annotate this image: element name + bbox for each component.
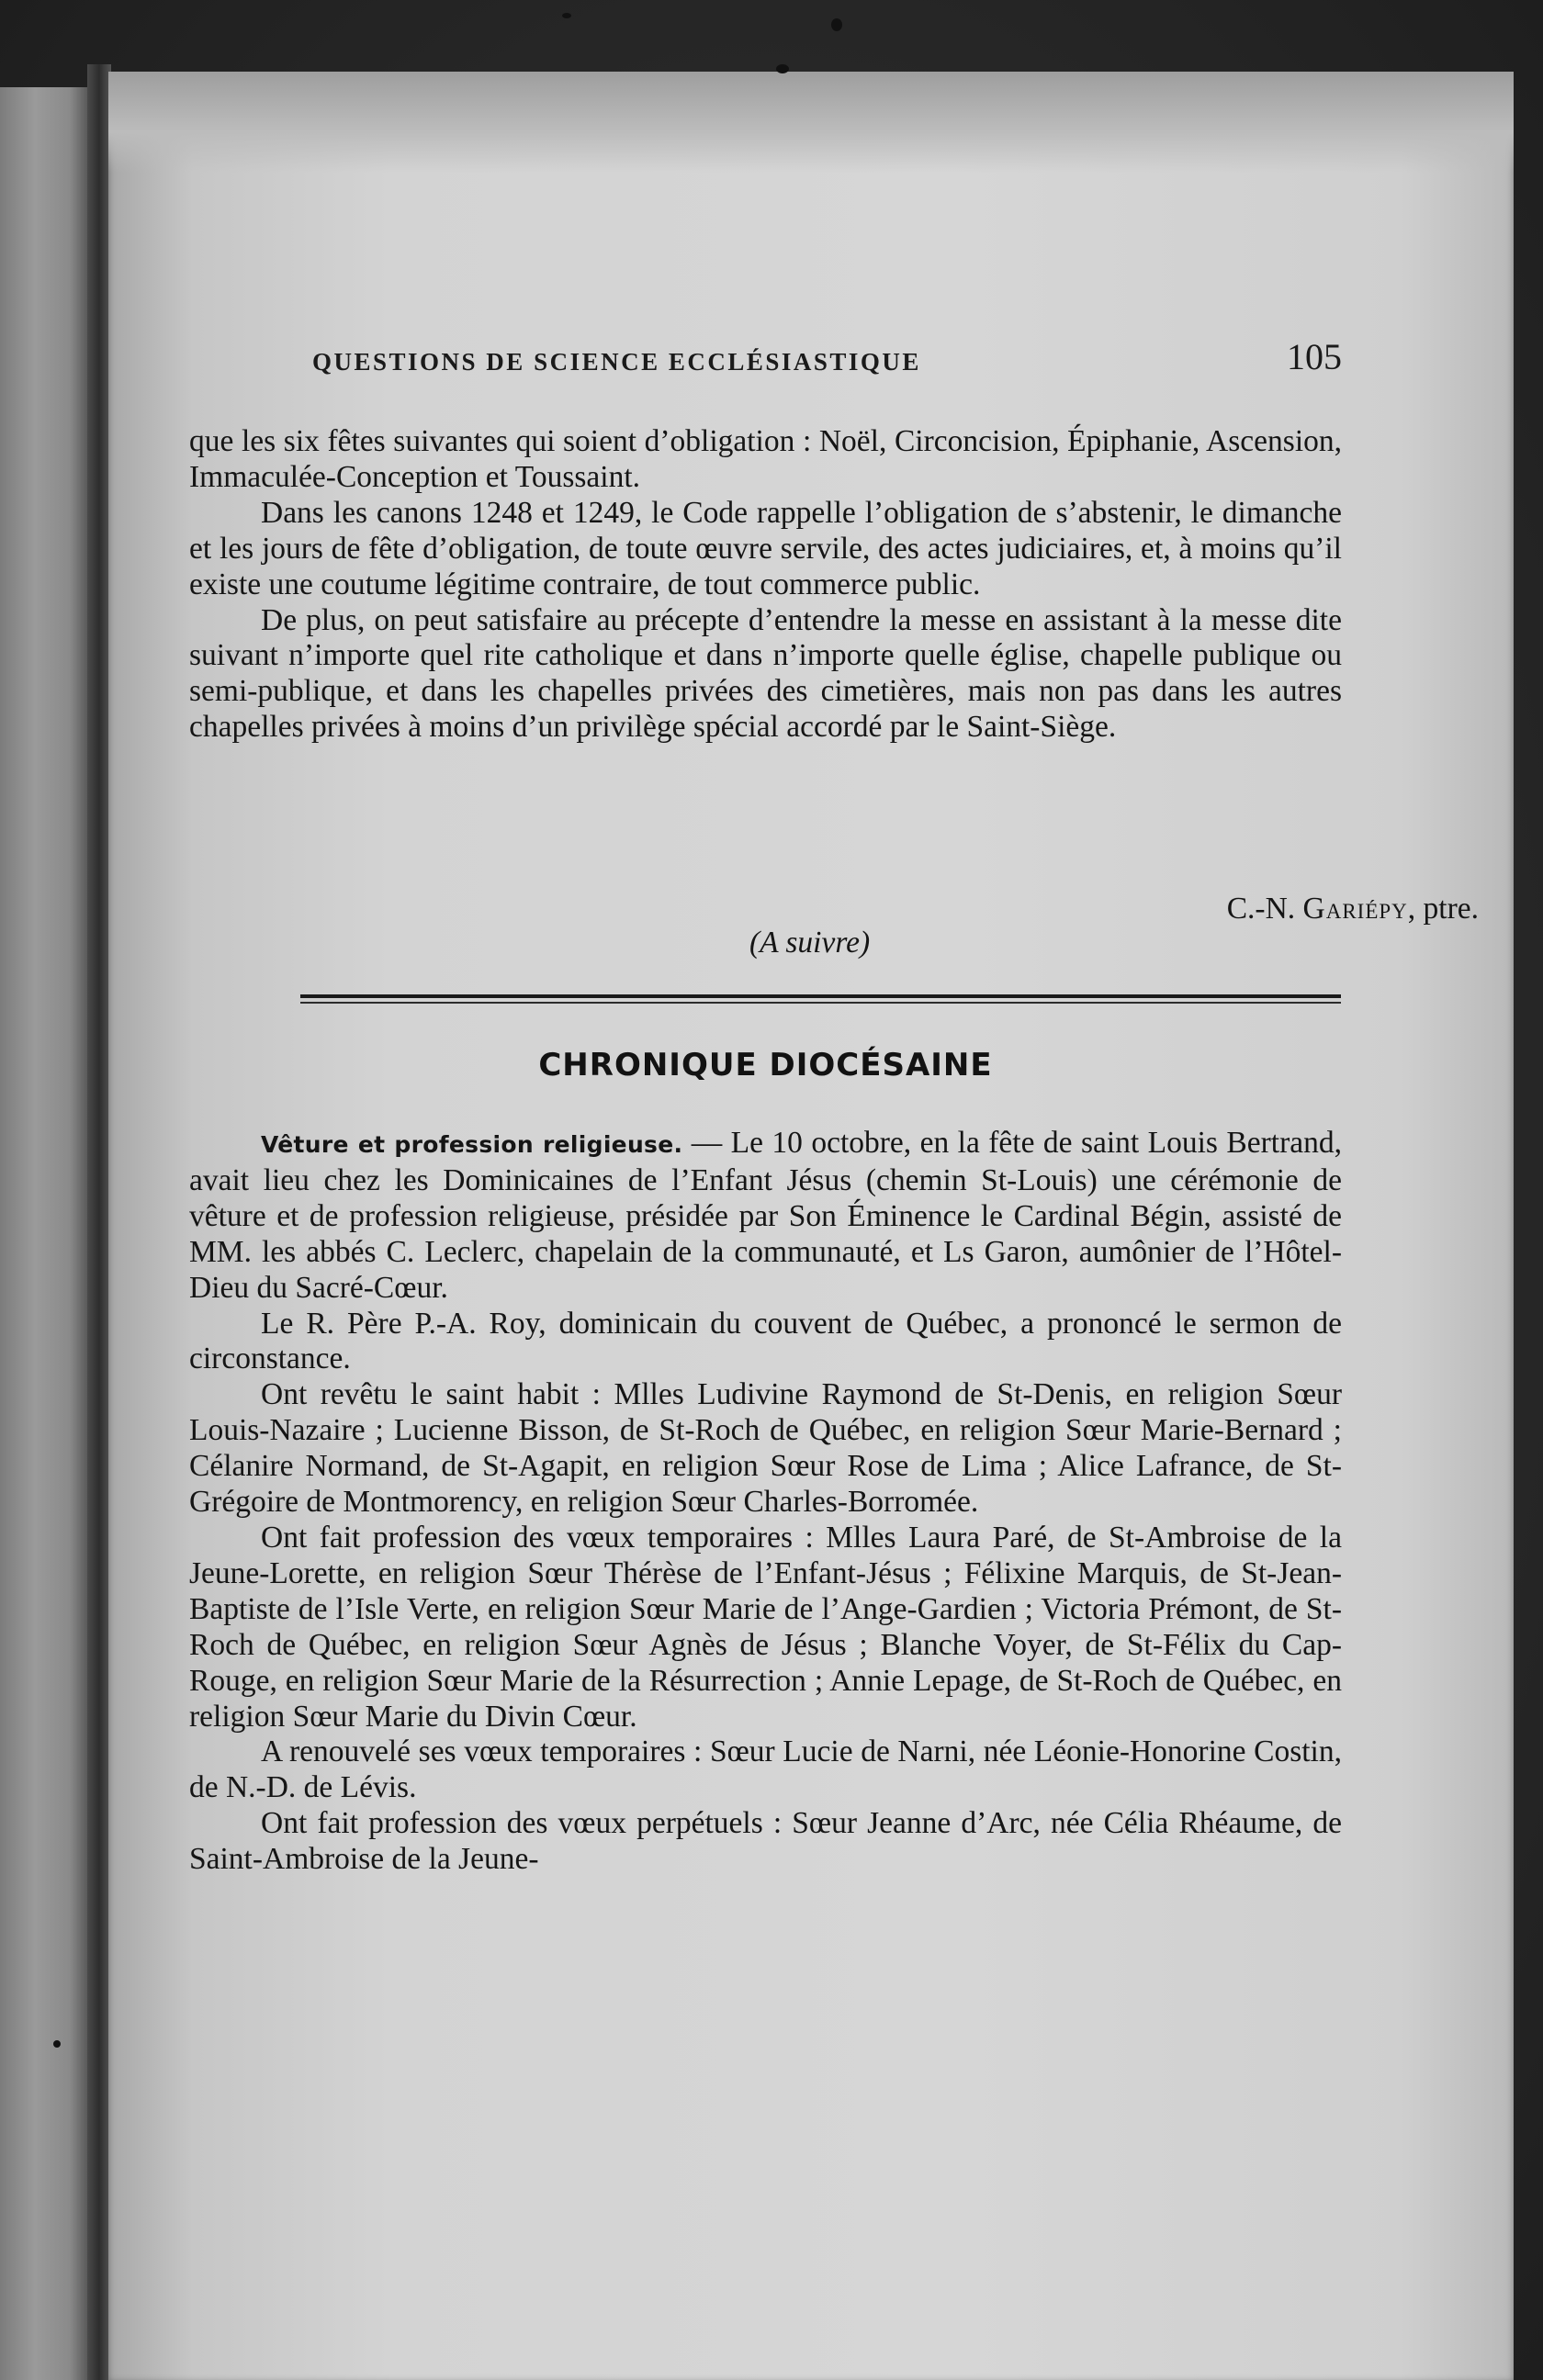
to-be-continued: [749, 926, 870, 960]
chronicle-paragraph-2: Le R. Père P.-A. Roy, dominicain du couvent de Québec, a prononcé le sermon de circonstance.: [189, 1306, 1342, 1376]
author-signature: [1227, 892, 1479, 926]
running-head-title: QUESTIONS DE SCIENCE ECCLÉSIASTIQUE: [312, 348, 921, 376]
page-top-shading: [108, 72, 1514, 173]
film-speck: [53, 2040, 61, 2048]
section-rule-thick: [300, 994, 1341, 998]
chronicle-paragraph-1-text: — Le 10 octobre, en la fête de saint Louis Bertrand, avait lieu chez les Dominicaines de l’Enfant Jésus (chemin St-Louis) une cérémonie de vêture et de profession religieuse, présidée par Son Éminence le Cardinal Bégin, assisté de MM. les abbés C. Leclerc, chapelain de la communauté, et Ls Garon, aumônier de l’Hôtel-Dieu du Sacré-Cœur.: [189, 1126, 1342, 1305]
film-speck: [831, 18, 842, 31]
signature-name: Gariépy: [1302, 892, 1408, 926]
running-head: [189, 335, 1342, 390]
chronicle-paragraph-6: Ont fait profession des vœux perpétuels : Sœur Jeanne d’Arc, née Célia Rhéaume, de Saint-Ambroise de la Jeune-: [189, 1806, 1342, 1877]
film-speck: [562, 13, 571, 18]
signature-initials: C.-N.: [1226, 892, 1296, 926]
chronicle-paragraph-4: Ont fait profession des vœux temporaires : Mlles Laura Paré, de St-Ambroise de la Jeune-Lorette, en religion Sœur Thérèse de l’Enfant-Jésus ; Félixine Marquis, de St-Jean-Baptiste de l’Isle Verte, en religion Sœur Marie de l’Ange-Gardien ; Victoria Prémont, de St-Roch de Québec, en religion Sœur Agnès de Jésus ; Blanche Voyer, de St-Félix du Cap-Rouge, en religion Sœur Marie de la Résurrection ; Annie Lepage, de St-Roch de Québec, en religion Sœur Marie du Divin Cœur.: [189, 1520, 1342, 1734]
chronicle-paragraph-1: [189, 1126, 1342, 1307]
page-number: 105: [1287, 336, 1342, 377]
run-in-heading: Vêture et profession religieuse.: [261, 1131, 683, 1158]
article-paragraph-1: que les six fêtes suivantes qui soient d’obligation : Noël, Circoncision, Épiphanie, Ascension, Immaculée-Conception et Toussaint.: [189, 424, 1342, 494]
signature-suffix: , ptre.: [1407, 892, 1479, 926]
chronicle-paragraph-5: A renouvelé ses vœux temporaires : Sœur Lucie de Narni, née Léonie-Honorine Costin, de N.-D. de Lévis.: [189, 1734, 1342, 1805]
chronicle-body: [189, 1126, 1342, 1878]
article-paragraph-3: De plus, on peut satisfaire au précepte d’entendre la messe en assistant à la messe dite suivant n’importe quel rite catholique et dans n’importe quelle église, chapelle publique ou semi-publique, et dans les chapelles privées des cimetières, mais non pas dans les autres chapelles privées à moins d’un privilège spécial accordé par le Saint-Siège.: [189, 602, 1342, 745]
article-continuation: [189, 424, 1342, 746]
chronicle-paragraph-3: Ont revêtu le saint habit : Mlles Ludivine Raymond de St-Denis, en religion Sœur Louis-Nazaire ; Lucienne Bisson, de St-Roch de Québec, en religion Sœur Marie-Bernard ; Célanire Normand, de St-Agapit, en religion Sœur Rose de Lima ; Alice Lafrance, de St-Grégoire de Montmorency, en religion Sœur Charles-Borromée.: [189, 1377, 1342, 1520]
section-rule-thin: [300, 1002, 1341, 1004]
film-speck: [776, 64, 789, 73]
article-paragraph-2: Dans les canons 1248 et 1249, le Code rappelle l’obligation de s’abstenir, le dimanche et les jours de fête d’obligation, de toute œuvre servile, des actes judiciaires, et, à moins qu’il existe une coutume légitime contraire, de tout commerce public.: [189, 495, 1342, 601]
facing-page-edge: [0, 87, 87, 2380]
to-be-continued-text: (A suivre): [749, 926, 871, 960]
section-title: CHRONIQUE DIOCÉSAINE: [538, 1047, 993, 1083]
